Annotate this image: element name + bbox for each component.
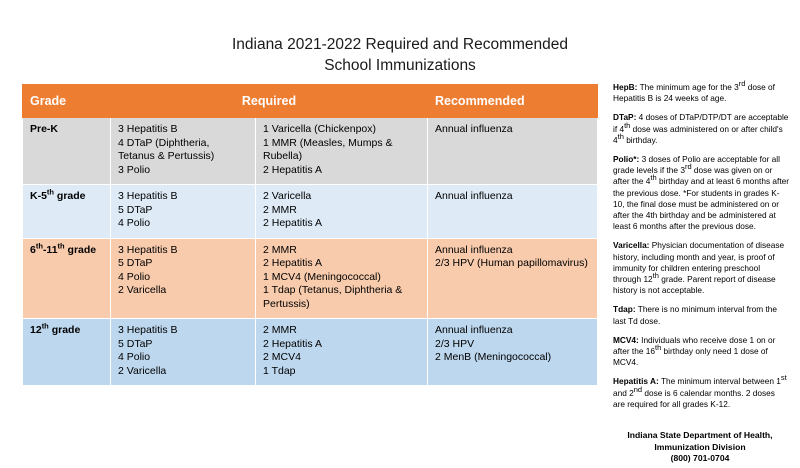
footer-line-1: Indiana State Department of Health, xyxy=(627,430,773,440)
list-item: 2 MMR xyxy=(263,203,297,216)
note-superscript: th xyxy=(652,271,659,281)
immunization-table xyxy=(22,84,598,386)
table-row xyxy=(23,118,598,185)
note-text: birthday. xyxy=(623,134,658,145)
list-item: 4 Polio xyxy=(118,270,151,283)
cell-grade xyxy=(23,238,111,319)
note-text: grade. Parent report of disease history is not acceptable. xyxy=(613,274,776,296)
note-superscript: th xyxy=(650,173,657,183)
list-item: 1 MMR (Measles, Mumps & Rubella) xyxy=(263,136,393,162)
note-superscript: th xyxy=(654,343,662,353)
list-item: 2 Hepatitis A xyxy=(263,337,322,350)
note-superscript: rd xyxy=(684,162,692,172)
column-header-required: Required xyxy=(111,85,428,118)
list-item: 1 Tdap (Tetanus, Diphtheria & Pertussis) xyxy=(263,284,403,310)
cell-required-col2 xyxy=(256,118,428,185)
cell-required-col2 xyxy=(256,319,428,386)
cell-recommended xyxy=(428,185,598,239)
table-row xyxy=(23,185,598,239)
list-item: 2 Varicella xyxy=(263,190,312,202)
list-item: Annual influenza xyxy=(435,243,513,256)
grade-suffix: grade xyxy=(64,243,97,256)
note-mcv4 xyxy=(613,335,789,369)
note-text: The minimum interval between 1 xyxy=(660,376,781,387)
note-text: Physician documentation of disease history, including month and year, is proof of immunity for children entering preschool through 12 xyxy=(613,240,785,285)
list-item: 5 DTaP xyxy=(118,337,153,350)
list-item: 3 Hepatitis B xyxy=(118,123,178,135)
table-row xyxy=(23,238,598,319)
note-text: dose was given on or after the 4 xyxy=(613,165,773,187)
note-polio xyxy=(613,154,789,232)
immunization-table-wrapper xyxy=(22,84,597,386)
grade-prefix: K-5 xyxy=(30,190,47,202)
list-item: Annual influenza xyxy=(435,190,513,202)
note-text: 4 doses of DTaP/DTP/DT are acceptable if 4 xyxy=(613,112,789,134)
list-item: 4 Polio xyxy=(118,217,151,229)
note-label: MCV4: xyxy=(613,334,639,345)
note-superscript: nd xyxy=(633,384,643,394)
list-item: Annual influenza xyxy=(435,123,513,135)
cell-recommended xyxy=(428,118,598,185)
note-label: HepB: xyxy=(613,82,638,92)
list-item: 1 Varicella (Chickenpox) xyxy=(263,123,377,135)
note-text: The minimum age for the 3 xyxy=(639,82,739,92)
note-superscript: rd xyxy=(738,79,746,89)
list-item: 2 MenB (Meningococcal) xyxy=(435,351,552,363)
list-item: 3 Polio xyxy=(118,163,151,176)
grade-prefix: 12 xyxy=(30,324,42,336)
list-item: 2 Varicella xyxy=(118,284,167,296)
note-label: Varicella: xyxy=(613,240,650,251)
list-item: 2 Hepatitis A xyxy=(263,217,322,229)
note-text: birthday only need 1 dose of MCV4. xyxy=(613,346,768,368)
list-item: 3 Hepatitis B xyxy=(118,243,178,256)
cell-recommended xyxy=(428,238,598,319)
note-superscript: st xyxy=(780,373,787,383)
note-label: Polio*: xyxy=(613,154,640,165)
list-item: 4 Polio xyxy=(118,351,151,363)
page-title xyxy=(130,34,670,76)
note-text: and 2 xyxy=(613,387,634,398)
note-text: 3 doses of Polio are acceptable for all grade levels if the 3 xyxy=(613,154,780,176)
note-hepatitis-a xyxy=(613,373,789,410)
note-text: dose was administered on or after child's 4 xyxy=(613,123,783,145)
list-item: 5 DTaP xyxy=(118,257,153,269)
note-superscript: th xyxy=(617,132,624,142)
note-hepb xyxy=(613,79,789,104)
note-text: birthday and at least 6 months after the previous dose. xyxy=(613,176,790,198)
cell-grade xyxy=(23,185,111,239)
note-text: There is no minimum interval from the last Td dose. xyxy=(613,304,777,326)
grade-suffix: grade xyxy=(54,190,86,202)
note-tdap xyxy=(613,304,789,326)
list-item: 2 MMR xyxy=(263,243,297,256)
footer-line-3: (800) 701-0704 xyxy=(670,453,730,463)
note-text: Individuals who receive dose 1 on or after the 16 xyxy=(613,334,776,357)
list-item: 1 MCV4 (Meningococcal) xyxy=(263,270,381,283)
note-superscript: th xyxy=(624,120,631,130)
cell-required-col1 xyxy=(111,185,256,239)
note-text: dose of Hepatitis B is 24 weeks of age. xyxy=(613,82,775,104)
page-title-line-2: School Immunizations xyxy=(324,57,476,74)
grade-superscript: th xyxy=(41,321,49,331)
list-item: 2 MMR xyxy=(263,324,297,336)
column-header-recommended: Recommended xyxy=(428,85,598,118)
notes-panel xyxy=(613,79,790,418)
cell-required-col1 xyxy=(111,118,256,185)
list-item: 2 Hepatitis A xyxy=(263,257,322,269)
note-extra: *For students in grades K-10, the final dose must be administered on or after the 4th birthday and be administered at least 6 months after the previous dose. xyxy=(613,187,780,232)
cell-grade xyxy=(23,319,111,386)
list-item: 2/3 HPV (Human papillomavirus) xyxy=(435,257,588,269)
footer xyxy=(600,430,800,465)
table-row xyxy=(23,319,598,386)
footer-line-2: Immunization Division xyxy=(654,441,746,452)
cell-required-col1 xyxy=(111,238,256,319)
list-item: 3 Hepatitis B xyxy=(118,190,178,202)
grade-superscript: th xyxy=(46,187,55,197)
cell-recommended xyxy=(428,319,598,386)
list-item: 3 Hepatitis B xyxy=(118,324,178,336)
grade-prefix: 6 xyxy=(30,243,36,256)
list-item: 5 DTaP xyxy=(118,203,153,216)
list-item: 1 Tdap xyxy=(263,364,296,377)
grade-superscript: th xyxy=(35,241,43,250)
cell-required-col1 xyxy=(111,319,256,386)
note-label: DTaP: xyxy=(613,112,637,123)
cell-required-col2 xyxy=(256,185,428,239)
list-item: 2 Varicella xyxy=(118,364,167,377)
note-dtap xyxy=(613,112,789,146)
note-label: Hepatitis A: xyxy=(613,376,659,387)
list-item: Annual influenza xyxy=(435,324,513,336)
grade-suffix: grade xyxy=(48,324,81,336)
list-item: 4 DTaP (Diphtheria, Tetanus & Pertussis) xyxy=(118,136,215,162)
page-title-line-1: Indiana 2021-2022 Required and Recommended xyxy=(231,36,569,53)
list-item: 2 MCV4 xyxy=(263,351,301,363)
cell-grade: Pre-K xyxy=(23,118,111,185)
note-varicella xyxy=(613,240,789,296)
note-label: Tdap: xyxy=(613,304,636,315)
list-item: 2 Hepatitis A xyxy=(263,163,322,176)
grade-superscript-2: th xyxy=(57,241,65,250)
column-header-grade: Grade xyxy=(23,85,111,118)
cell-required-col2 xyxy=(256,238,428,319)
note-text: dose is 6 calendar months. 2 doses are required for all grades K-12. xyxy=(613,387,775,409)
table-header-row xyxy=(23,85,598,118)
list-item: 2/3 HPV xyxy=(435,337,475,350)
grade-mid: -11 xyxy=(42,243,58,256)
